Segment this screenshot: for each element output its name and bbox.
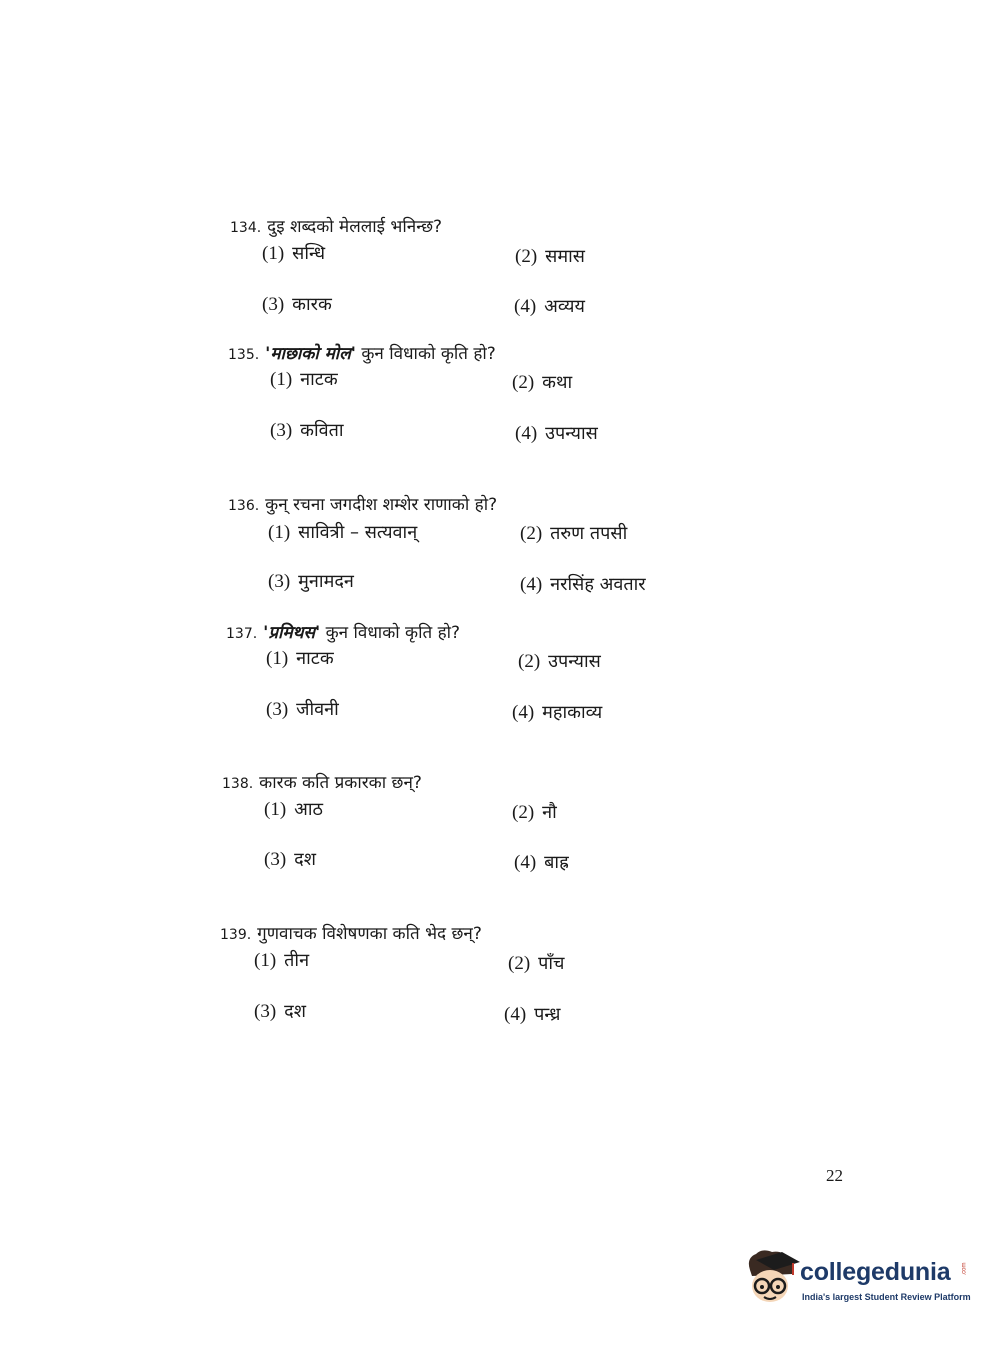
option-text: बाह्र	[544, 852, 569, 873]
logo-wordmark: collegedunia	[800, 1258, 951, 1286]
option-text: तीन	[284, 950, 310, 971]
option-number: (2)	[515, 246, 538, 267]
option-1	[262, 241, 325, 265]
option-2	[512, 370, 572, 394]
question-137	[0, 620, 1001, 740]
option-text: उपन्यास	[548, 651, 601, 672]
option-4	[520, 572, 646, 596]
option-number: (4)	[512, 702, 535, 723]
option-text: आठ	[294, 799, 324, 820]
collegedunia-logo[interactable]	[742, 1248, 982, 1318]
option-text: उपन्यास	[545, 423, 598, 444]
question-stem	[228, 492, 497, 515]
option-number: (1)	[266, 648, 289, 669]
option-number: (3)	[254, 1001, 277, 1022]
question-text: कारक कति प्रकारका छन्?	[259, 773, 422, 793]
question-text	[263, 623, 460, 643]
option-text: तरुण तपसी	[550, 523, 628, 544]
question-stem	[230, 214, 442, 237]
question-134	[0, 214, 1001, 334]
option-text: दश	[284, 1001, 306, 1022]
question-stem	[228, 341, 496, 364]
question-number: 137.	[226, 626, 258, 642]
option-number: (1)	[264, 799, 287, 820]
option-number: (3)	[262, 294, 285, 315]
option-text: नाटक	[300, 369, 338, 390]
option-number: (4)	[504, 1004, 527, 1025]
option-1	[266, 646, 334, 670]
option-text: कविता	[300, 420, 344, 441]
question-number: 135.	[228, 347, 260, 363]
question-stem	[226, 620, 460, 643]
question-stem	[220, 921, 482, 944]
option-2	[520, 521, 627, 545]
option-text: पन्ध्र	[534, 1004, 561, 1025]
option-text: सावित्री – सत्यवान्	[298, 522, 418, 543]
option-number: (3)	[264, 849, 287, 870]
logo-tagline: India's largest Student Review Platform	[802, 1292, 971, 1302]
option-number: (3)	[266, 699, 289, 720]
option-number: (1)	[268, 522, 291, 543]
question-text	[265, 344, 496, 364]
option-number: (2)	[508, 953, 531, 974]
option-number: (1)	[254, 950, 277, 971]
option-3	[254, 999, 306, 1023]
page-number: 22	[826, 1166, 843, 1185]
option-text: सन्धि	[292, 243, 326, 264]
option-text: मुनामदन	[298, 571, 354, 592]
question-text-rest: कुन विधाको कृति हो?	[320, 623, 461, 643]
option-text: कारक	[292, 294, 332, 315]
option-number: (3)	[270, 420, 293, 441]
option-4	[504, 1002, 560, 1026]
question-136	[0, 492, 1001, 612]
mascot-icon	[742, 1248, 802, 1318]
option-3	[262, 292, 332, 316]
option-number: (2)	[512, 372, 535, 393]
option-text: दश	[294, 849, 316, 870]
option-4	[512, 700, 602, 724]
option-text: जीवनी	[296, 699, 339, 720]
option-1	[268, 520, 417, 544]
option-text: समास	[545, 246, 585, 267]
option-number: (4)	[514, 852, 537, 873]
option-4	[515, 421, 598, 445]
option-text: नाटक	[296, 648, 334, 669]
option-number: (4)	[520, 574, 543, 595]
option-4	[514, 850, 569, 874]
option-text: महाकाव्य	[542, 702, 603, 723]
question-number: 138.	[222, 776, 254, 792]
question-135	[0, 341, 1001, 461]
option-2	[508, 951, 564, 975]
option-text: नरसिंह अवतार	[550, 574, 646, 595]
option-3	[270, 418, 344, 442]
question-138	[0, 770, 1001, 890]
option-number: (4)	[514, 296, 537, 317]
work-title: 'प्रमिथस'	[263, 623, 321, 643]
option-1	[270, 367, 338, 391]
question-number: 139.	[220, 927, 252, 943]
question-number: 134.	[230, 220, 262, 236]
option-text: कथा	[542, 372, 573, 393]
option-3	[268, 569, 354, 593]
question-139	[0, 921, 1001, 1041]
option-text: अव्यय	[544, 296, 585, 317]
option-1	[254, 948, 309, 972]
question-stem	[222, 770, 422, 793]
option-number: (1)	[270, 369, 293, 390]
option-2	[515, 244, 585, 268]
option-2	[512, 800, 557, 824]
question-number: 136.	[228, 498, 260, 514]
option-number: (4)	[515, 423, 538, 444]
option-number: (2)	[518, 651, 541, 672]
question-text: कुन् रचना जगदीश शम्शेर राणाको हो?	[265, 495, 498, 515]
option-3	[266, 697, 339, 721]
option-text: नौ	[542, 802, 557, 823]
option-1	[264, 797, 323, 821]
option-number: (2)	[520, 523, 543, 544]
option-number: (3)	[268, 571, 291, 592]
option-2	[518, 649, 601, 673]
question-text: गुणवाचक विशेषणका कति भेद छन्?	[257, 924, 482, 944]
option-3	[264, 847, 316, 871]
work-title: 'माछाको मोल'	[265, 344, 356, 364]
option-number: (1)	[262, 243, 285, 264]
option-text: पाँच	[538, 953, 565, 974]
option-number: (2)	[512, 802, 535, 823]
question-text: दुइ शब्दको मेललाई भनिन्छ?	[267, 217, 443, 237]
option-4	[514, 294, 585, 318]
question-text-rest: कुन विधाको कृति हो?	[355, 344, 496, 364]
logo-domain-suffix: .com	[961, 1262, 968, 1276]
